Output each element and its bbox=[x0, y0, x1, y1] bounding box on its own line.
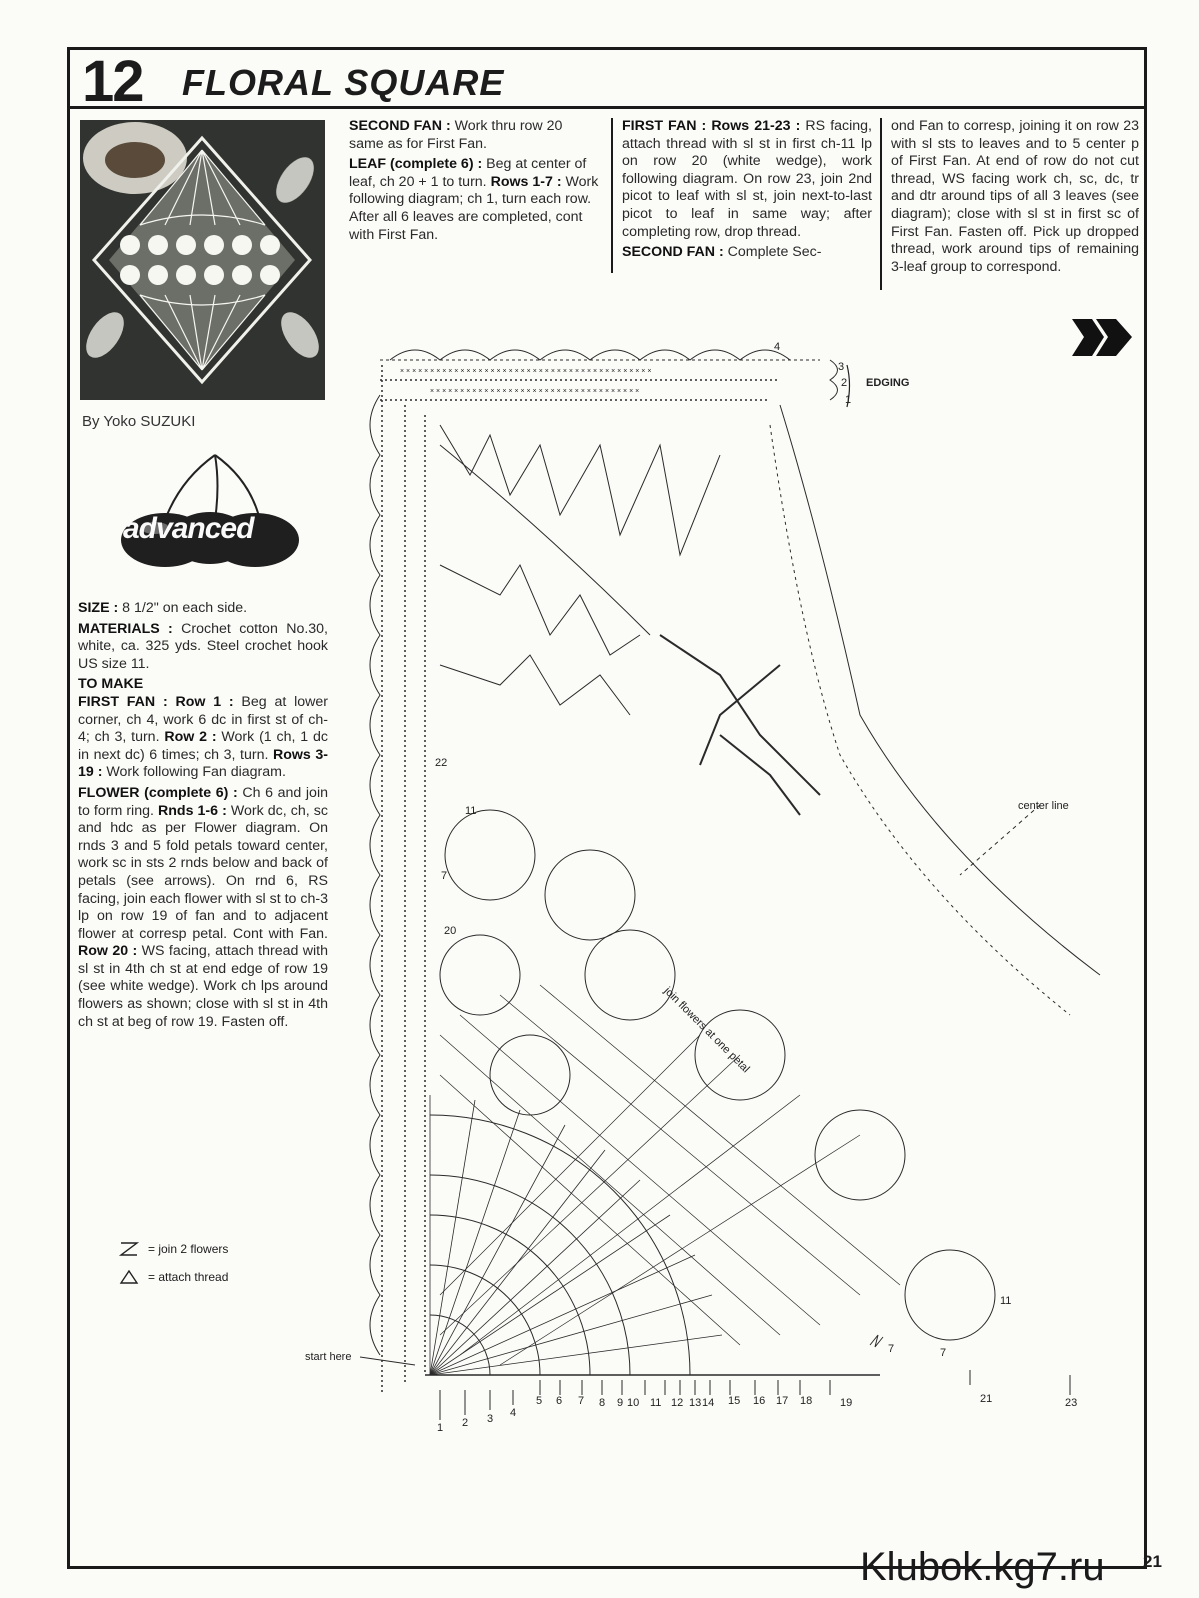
start-here-label: start here bbox=[305, 1351, 352, 1363]
svg-text:× × × × × × × × × × × × × × ×: × × × × × × × × × × × × × × × × × × × × × × × × × × × × × × × × × × × bbox=[430, 388, 640, 395]
diagram-drawing bbox=[300, 335, 1140, 1445]
pattern-number: 12 bbox=[82, 49, 143, 114]
bottom-row-number: 19 bbox=[840, 1397, 853, 1409]
bottom-row-number: 18 bbox=[800, 1395, 813, 1407]
watermark: Klubok.kg7.ru bbox=[860, 1545, 1105, 1589]
first-fan-rows21-23-label: FIRST FAN : Rows 21-23 : bbox=[622, 118, 801, 134]
seven-label-b: 7 bbox=[888, 1343, 895, 1355]
second-fan-text: Work thru row 20 same as for First Fan. bbox=[349, 118, 563, 152]
to-make-heading: TO MAKE bbox=[78, 676, 144, 693]
instructions-column-2 bbox=[349, 118, 601, 247]
bottom-row-number: 12 bbox=[671, 1397, 684, 1409]
skill-level-text: advanced bbox=[123, 512, 254, 545]
row20-text: WS facing, attach thread with sl st in 4th ch st at end edge of row 19 (see white wedge). Work ch lps around flowers as shown; close with sl st in 4th ch st at beg of row 19. Fasten off. bbox=[78, 943, 328, 1030]
corner-row-number: 4 bbox=[510, 1407, 517, 1419]
leaf-text: Beg at center of leaf, ch 20 + 1 to turn. bbox=[349, 156, 587, 190]
edging-row-2: 2 bbox=[841, 377, 848, 389]
edging-row-3: 3 bbox=[838, 361, 845, 373]
bottom-row-number: 16 bbox=[753, 1395, 766, 1407]
bottom-row-number: 5 bbox=[536, 1395, 543, 1407]
pattern-title: FLORAL SQUARE bbox=[182, 62, 505, 103]
corner-row-number: 2 bbox=[462, 1417, 469, 1429]
second-fan-label: SECOND FAN : bbox=[349, 118, 451, 134]
join-flowers-note: join flowers at one petal bbox=[661, 985, 752, 1076]
legend-join-text: = join 2 flowers bbox=[148, 1242, 229, 1256]
cherries-icon bbox=[120, 450, 300, 570]
bottom-row-number: 14 bbox=[702, 1397, 715, 1409]
first-fan-rows21-23-text: RS facing, attach thread with sl st in first ch-11 lp on row 20 (white wedge), work following diagram. On row 23, join 2nd picot to leaf with sl st, join next-to-last picot to leaf in same way; after completing row, drop thread. bbox=[622, 118, 872, 240]
column-divider bbox=[611, 118, 613, 273]
second-fan-continued-text: ond Fan to corresp, joining it on row 23 with sl sts to leaves and to 5 center p of First Fan. At end of row do not cut thread, WS facing work ch, sc, dc, tr and dtr around tips of all 3 leaves (see diagram); close with sl st in first sc of First Fan. Fasten off. Pick up dropped thread, work around tips of remaining 3-leaf group to correspond. bbox=[891, 118, 1139, 275]
first-fan-row2-text: Work (1 ch, 1 dc in next dc) 6 times; ch 3, turn. bbox=[78, 729, 328, 763]
second-fan-complete-label: SECOND FAN : bbox=[622, 244, 724, 261]
edging-label: EDGING bbox=[866, 377, 910, 389]
bottom-row-number: 15 bbox=[728, 1395, 741, 1407]
column-divider bbox=[880, 118, 882, 290]
bottom-row-number: 7 bbox=[578, 1395, 585, 1407]
corner-row-number: 1 bbox=[437, 1422, 444, 1434]
doily-photo bbox=[80, 120, 325, 400]
center-line-label: center line bbox=[1018, 800, 1069, 812]
bottom-row-number: 13 bbox=[689, 1397, 702, 1409]
bottom-row-number: 23 bbox=[1065, 1397, 1078, 1409]
attach-thread-icon bbox=[118, 1268, 140, 1286]
first-fan-row1-label: FIRST FAN : Row 1 : bbox=[78, 693, 234, 710]
flower-label: FLOWER (complete 6) : bbox=[78, 784, 238, 801]
first-fan-rows3-19-label: Rows 3-19 : bbox=[78, 746, 328, 781]
bottom-row-number: 10 bbox=[627, 1397, 640, 1409]
row-22-label: 22 bbox=[435, 757, 448, 769]
rnds-label: Rnds 1-6 : bbox=[158, 802, 227, 819]
diagram-legend bbox=[118, 1235, 228, 1291]
join-flowers-icon bbox=[118, 1240, 140, 1258]
leaf-rows-label: Rows 1-7 : bbox=[490, 173, 562, 190]
top-row-number: 4 bbox=[774, 341, 781, 353]
row-11-label-right: 11 bbox=[1000, 1295, 1012, 1307]
corner-row-number: 3 bbox=[487, 1413, 494, 1425]
bottom-row-number: 17 bbox=[776, 1395, 789, 1407]
row-11-label-left: 11 bbox=[465, 805, 477, 817]
bottom-row-number: 9 bbox=[617, 1397, 624, 1409]
second-fan-complete-text: Complete Sec- bbox=[727, 244, 822, 261]
instructions-column-4 bbox=[891, 118, 1139, 279]
row-20-label: 20 bbox=[444, 925, 457, 937]
size-label: SIZE : bbox=[78, 600, 119, 616]
svg-text:× × × × × × × × × × × × × × ×: × × × × × × × × × × × × × × × × × × × × × × × × × × × × × × × × × × × × × × × × × × bbox=[400, 368, 652, 375]
title-bar bbox=[70, 49, 1144, 114]
materials-text: Crochet cotton No.30, white, ca. 325 yds. Steel crochet hook US size 11. bbox=[78, 620, 328, 672]
leaf-label: LEAF (complete 6) : bbox=[349, 156, 483, 173]
author-byline: By Yoko SUZUKI bbox=[82, 413, 196, 430]
rnds-text: Work dc, ch, sc and hdc as per Flower diagram. On rnds 3 and 5 fold petals toward center, work sc in sts 2 rnds below and back of petals (see arrows). On rnd 6, RS facing, join each flower with sl st to ch-3 lp on row 19 of fan and to adjacent flower at corresp petal. Cont with Fan. bbox=[78, 802, 328, 942]
crochet-diagram bbox=[300, 335, 1140, 1450]
first-fan-row1-text: Beg at lower corner, ch 4, work 6 dc in first st of ch-4; ch 3, turn. bbox=[78, 693, 328, 746]
instructions-column-3 bbox=[622, 118, 872, 265]
skill-level-badge bbox=[120, 450, 300, 570]
first-fan-rows3-19-text: Work following Fan diagram. bbox=[106, 764, 286, 781]
flower-text: Ch 6 and join to form ring. bbox=[78, 784, 328, 819]
page-number: 21 bbox=[1143, 1552, 1162, 1571]
materials-label: MATERIALS : bbox=[78, 620, 173, 637]
bottom-row-number: 8 bbox=[599, 1397, 606, 1409]
row20-label: Row 20 : bbox=[78, 943, 138, 960]
instructions-column-1 bbox=[78, 600, 328, 1034]
bottom-row-number: 11 bbox=[650, 1397, 662, 1409]
first-fan-row2-label: Row 2 : bbox=[164, 729, 217, 746]
legend-attach-text: = attach thread bbox=[148, 1270, 229, 1284]
bottom-row-number: 6 bbox=[556, 1395, 563, 1407]
edging-row-1: 1 bbox=[845, 394, 852, 406]
bottom-row-number: 21 bbox=[980, 1393, 993, 1405]
seven-label-c: 7 bbox=[940, 1347, 947, 1359]
size-text: 8 1/2" on each side. bbox=[122, 600, 248, 616]
legend-join-flowers bbox=[118, 1235, 228, 1263]
seven-label-a: 7 bbox=[441, 870, 448, 882]
legend-attach-thread bbox=[118, 1263, 228, 1291]
leaf-rows-text: Work following diagram; ch 1, turn each row. After all 6 leaves are completed, cont with First Fan. bbox=[349, 173, 599, 243]
